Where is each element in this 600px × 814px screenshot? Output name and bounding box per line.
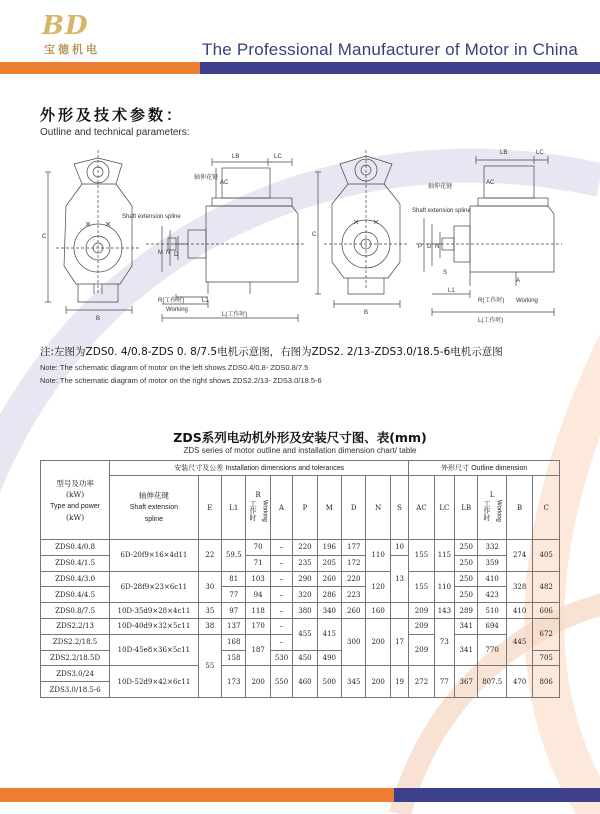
cell-a: – [270,618,292,634]
cell-model: ZDS0.4/4.5 [41,587,110,603]
dim-label-m-left: M [158,250,163,256]
cell-l: 359 [478,555,506,571]
header-lb: LB [455,476,478,540]
table-subtitle: ZDS series of motor outline and installation dimension chart/ table [183,446,417,455]
dim-label-s-right: S [443,270,448,276]
cell-lc: 73 [434,618,454,665]
cell-l1: 137 [222,618,246,634]
right-front-view [315,150,408,308]
cell-lb: 341 [455,618,478,634]
header-p: P [293,476,317,540]
header-outline-en: Outline dimension [471,465,528,472]
cell-l1: 97 [222,603,246,619]
cell-a: – [270,555,292,571]
header-model-cn: 型号及功率 [56,478,94,488]
cell-r: 71 [246,555,270,571]
cell-lb: 250 [455,571,478,587]
cell-s: 19 [390,666,408,698]
cell-model: ZDS2.2/13 [41,618,110,634]
cell-r: 200 [246,666,270,698]
header-bar-blue [200,62,600,74]
r-working-label-right: R(工作时) [478,298,505,304]
header-spline-en1: Shaft extension [129,504,179,511]
header-l1: L1 [222,476,246,540]
dim-label-lc-left: LC [274,154,282,160]
cell-ac: 272 [409,666,434,698]
working-label-right: Working [516,298,538,304]
cell-l1: 168 [222,634,246,650]
cell-m: 415 [317,618,341,650]
cell-r: 187 [246,634,270,666]
cell-l1: 81 [222,571,246,587]
cell-model: ZDS0.4/0.8 [41,540,110,556]
shaft-spline-cn-left: 轴伸花键 [194,175,219,181]
dimension-table [40,460,560,698]
cell-p: 290 [293,571,317,587]
cell-ac: 209 [409,603,434,619]
cell-m: 286 [317,587,341,603]
header-d: D [342,476,366,540]
cell-d: 260 [342,603,366,619]
cell-m: 500 [317,666,341,698]
dim-label-c-left: C [42,234,47,240]
logo-chinese-name: 宝德机电 [44,43,100,56]
footer-bar-orange [0,788,394,802]
cell-model: ZDS2.2/18.5D [41,650,110,666]
cell-r: 94 [246,587,270,603]
header-m: M [317,476,341,540]
dim-label-lb-right: LB [500,150,508,156]
cell-l: 410 [478,571,506,587]
cell-model: ZDS0.4/3.0 [41,571,110,587]
header-color-bar [0,62,600,74]
left-front-view [45,150,140,314]
note-english-left: Note: The schematic diagram of motor on the left shows ZDS0.4/0.8- ZDS0.8/7.5 [40,363,309,372]
header-c: C [533,476,560,540]
table-title: ZDS系列电动机外形及安装尺寸图、表(mm) [173,430,427,445]
dim-label-d-left: D [174,252,179,258]
cell-s: 17 [390,618,408,665]
cell-model: ZDS0.4/1.5 [41,555,110,571]
cell-lc: 77 [434,666,454,698]
shaft-spline-en-right: Shaft extension spline [412,208,471,214]
cell-n: 200 [366,618,390,665]
section-subtitle: Outline and technical parameters: [40,127,190,138]
dim-label-c-right: C [312,232,317,238]
motor-outline-drawings [36,144,566,334]
header-outline-group [409,461,560,476]
table-row [41,666,560,682]
cell-l: 807.5 [478,666,506,698]
cell-e: 38 [198,618,221,634]
cell-p: 460 [293,666,317,698]
table-row [41,571,560,587]
header-install-en: Installation dimensions and tolerances [225,465,345,472]
l-working-label-left: L(工作时) [222,312,248,318]
dim-label-ac-left: AC [220,180,229,186]
cell-b: 328 [506,571,532,603]
cell-l: 510 [478,603,506,619]
header-spline-en2: spline [144,516,164,523]
cell-spline: 10D-52d9×42×6c11 [110,666,198,698]
dim-label-l1-right: L1 [448,288,455,294]
cell-spline: 10D-35d9×28×4c11 [110,603,198,619]
dim-label-lc-right: LC [536,150,544,156]
header-outline-cn: 外形尺寸 [441,464,469,472]
cell-model: ZDS3.0/24 [41,666,110,682]
section-title: 外形及技术参数： [40,106,185,124]
cell-spline: 6D-28f9×23×6c11 [110,571,198,603]
cell-m: 260 [317,571,341,587]
dim-label-b-left: B [96,316,101,322]
cell-spline: 10D-40d9×32×5c11 [110,618,198,634]
cell-l1: 158 [222,650,246,666]
cell-r: 170 [246,618,270,634]
cell-c: 606 [533,603,560,619]
l-working-label-right: L(工作时) [478,318,504,324]
header-ac: AC [409,476,434,540]
cell-e: 35 [198,603,221,619]
header-r-letter: R [255,490,261,499]
cell-p: 450 [293,650,317,666]
cell-lb: 341 [455,634,478,666]
header-l-en: Working [495,499,502,522]
cell-b: 470 [506,666,532,698]
header-bar-orange [0,62,200,74]
header-model-kw: (kW) [66,489,85,499]
header-l-letter: L [489,490,495,499]
header-b: B [506,476,532,540]
cell-d: 220 [342,571,366,587]
header-a: A [270,476,292,540]
table-row [41,603,560,619]
footer-color-bar [0,788,600,802]
cell-n: 200 [366,666,390,698]
cell-lb: 250 [455,540,478,556]
cell-model: ZDS2.2/18.5 [41,634,110,650]
cell-model: ZDS3.0/18.5-6 [41,682,110,698]
cell-d: 345 [342,666,366,698]
cell-a: – [270,603,292,619]
cell-s [390,603,408,619]
header-install-cn: 安装尺寸及公差 [174,464,224,472]
header-l-cn: 工作时 [483,500,492,522]
dim-label-n-right: N [435,244,440,250]
cell-s: 10 [390,540,408,556]
header-spline [110,476,198,540]
dim-label-b-right: B [364,310,369,316]
cell-n: 110 [366,540,390,572]
cell-l: 770 [478,634,506,666]
cell-l1: 173 [222,666,246,698]
header-lc: LC [434,476,454,540]
table-header-row-2 [41,476,560,540]
shaft-spline-en-left: Shaft extension spline [122,214,181,220]
shaft-spline-cn-right: 轴伸花键 [428,184,453,190]
cell-lc: 110 [434,571,454,603]
dim-label-a-right: A [516,278,521,284]
cell-lc: 143 [434,603,454,619]
header-model-kw2: (kW) [66,512,85,522]
logo-mark: BD [42,11,89,41]
cell-b: 445 [506,618,532,665]
cell-a: – [270,587,292,603]
cell-spline: 6D-20f9×16×4d11 [110,540,198,572]
cell-l1: 59.5 [222,540,246,572]
cell-m: 205 [317,555,341,571]
header-model [41,461,110,540]
dim-label-p-right: P [418,244,423,250]
table-row [41,618,560,634]
r-working-label-left: R(工作时) [158,298,185,304]
cell-l: 332 [478,540,506,556]
cell-model: ZDS0.8/7.5 [41,603,110,619]
cell-lb: 250 [455,555,478,571]
cell-p: 320 [293,587,317,603]
cell-a: – [270,571,292,587]
cell-c: 672 [533,618,560,650]
cell-l: 423 [478,587,506,603]
cell-spline: 10D-45e8×36×5c11 [110,634,198,666]
dim-label-lb-left: LB [232,154,240,160]
cell-lb: 367 [455,666,478,698]
header-r-cn: 工作时 [249,500,258,522]
cell-a: 550 [270,666,292,698]
table-header-row-1 [41,461,560,476]
header-install-group [110,461,409,476]
cell-ac: 209 [409,618,434,634]
cell-ac: 209 [409,634,434,666]
cell-r: 118 [246,603,270,619]
cell-c: 806 [533,666,560,698]
cell-m: 340 [317,603,341,619]
cell-p: 235 [293,555,317,571]
working-label-left: Working [166,307,188,313]
cell-p: 380 [293,603,317,619]
header-spline-cn: 轴伸花键 [138,491,169,500]
cell-ac: 155 [409,540,434,572]
cell-lb: 289 [455,603,478,619]
header-r [246,476,270,540]
dim-label-n-left: N [166,250,171,256]
cell-r: 70 [246,540,270,556]
cell-b: 410 [506,603,532,619]
cell-d: 172 [342,555,366,571]
header-l [478,476,506,540]
cell-e: 30 [198,571,221,603]
header-s: S [390,476,408,540]
cell-s: 13 [390,555,408,602]
cell-a: 530 [270,650,292,666]
footer-bar-blue [394,788,600,802]
cell-d: 177 [342,540,366,556]
cell-n: 120 [366,571,390,603]
cell-d: 300 [342,618,366,665]
cell-d: 223 [342,587,366,603]
company-slogan: The Professional Manufacturer of Motor in China [202,40,579,59]
cell-ac: 155 [409,571,434,603]
dim-label-l1-left: L1 [202,298,209,304]
cell-c: 405 [533,540,560,572]
brand-logo [42,12,132,56]
note-english-right: Note: The schematic diagram of motor on the right shows ZDS2.2/13- ZDS3.0/18.5-6 [40,376,322,385]
header-e: E [198,476,221,540]
header-n: N [366,476,390,540]
cell-p: 455 [293,618,317,650]
cell-b: 274 [506,540,532,572]
dim-label-d-right: D [427,244,432,250]
cell-l1: 77 [222,587,246,603]
note-chinese: 注:左图为ZDS0. 4/0.8-ZDS 0. 8/7.5电机示意图，右图为ZDS2. 2/13-ZDS3.0/18.5-6电机示意图 [40,346,503,358]
page-header [0,0,600,62]
header-model-en: Type and power [50,502,100,510]
dim-label-ac-right: AC [486,180,495,186]
cell-e: 55 [198,634,221,697]
cell-p: 220 [293,540,317,556]
cell-c: 482 [533,571,560,603]
cell-m: 196 [317,540,341,556]
cell-a: – [270,634,292,650]
cell-r: 103 [246,571,270,587]
cell-a: – [270,540,292,556]
cell-n: 160 [366,603,390,619]
cell-m: 490 [317,650,341,666]
cell-lc: 115 [434,540,454,572]
header-r-en: Working [261,499,268,522]
table-row [41,540,560,556]
cell-e: 22 [198,540,221,572]
cell-lb: 250 [455,587,478,603]
cell-l: 694 [478,618,506,634]
cell-c: 705 [533,650,560,666]
